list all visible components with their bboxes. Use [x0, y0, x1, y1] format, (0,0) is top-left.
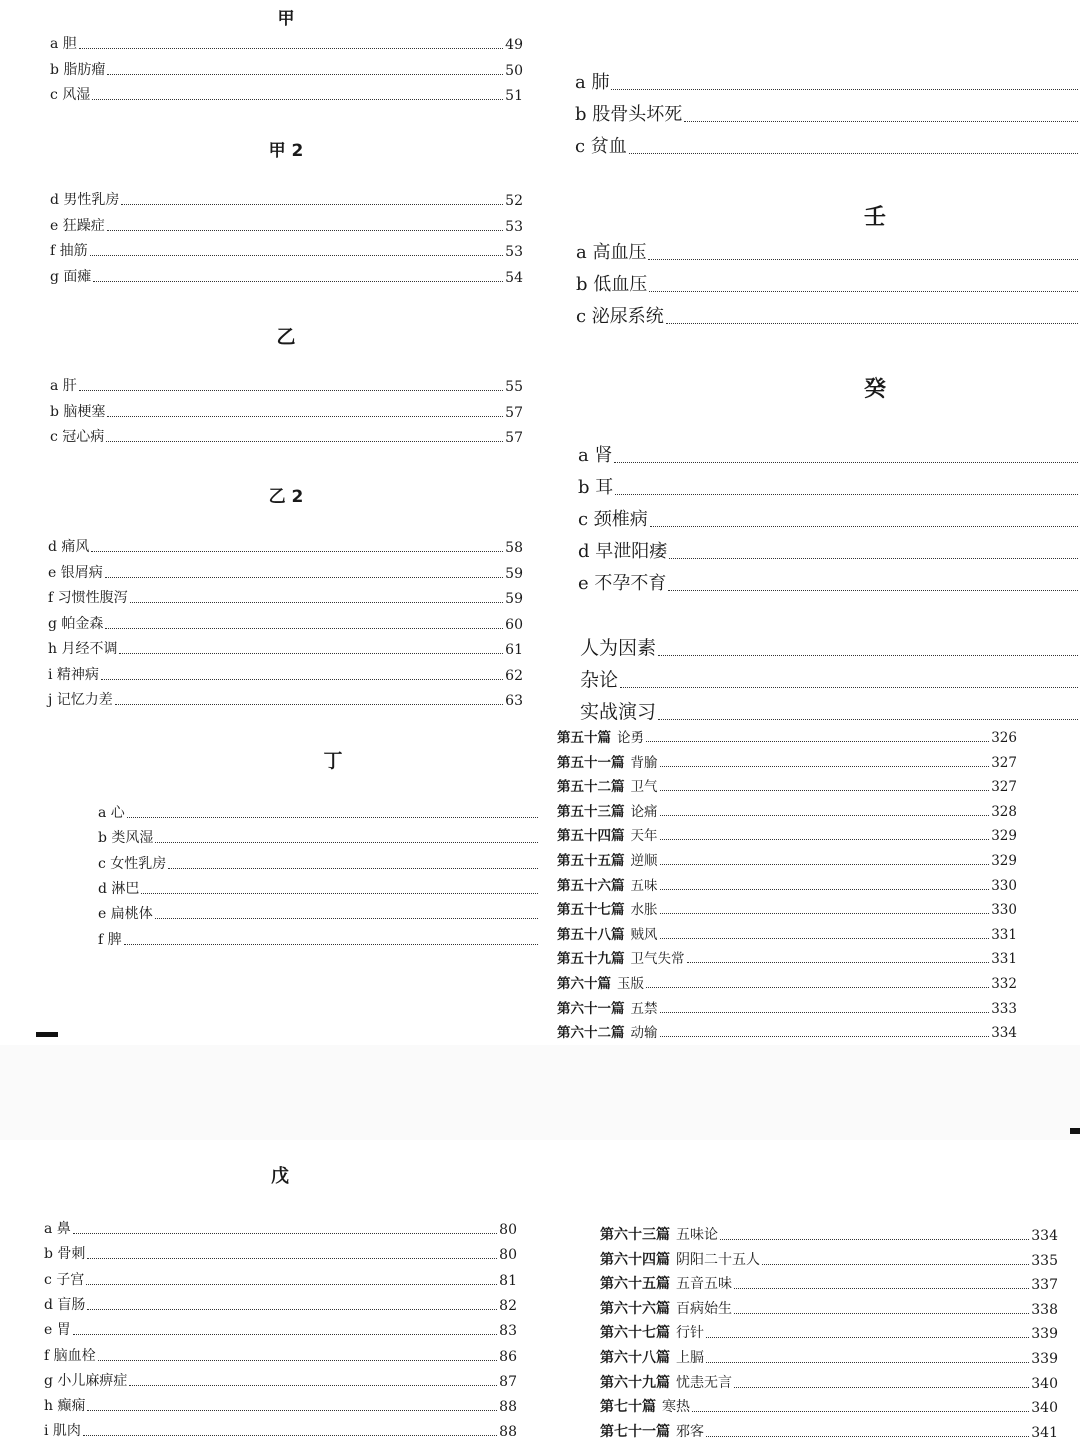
toc-entry [48, 587, 523, 607]
entry-label: d 男性乳房 [50, 192, 120, 208]
chapter-number: 第七十一篇 [600, 1423, 670, 1440]
page-number: 330 [991, 877, 1017, 894]
toc-entry [578, 569, 1080, 595]
toc-entry [50, 84, 523, 104]
entry-label: b 脑梗塞 [50, 403, 106, 420]
chapter-number: 第六十九篇 [600, 1374, 670, 1391]
toc-entry [557, 849, 1017, 869]
entry-label: a 高血压 [576, 242, 647, 263]
toc-entry [600, 1372, 1058, 1392]
dot-leader [141, 893, 538, 894]
dot-leader [107, 230, 503, 231]
page-number: 340 [1031, 1400, 1058, 1417]
chapter-title: 卫气失常 [630, 951, 685, 968]
toc-entry [557, 898, 1017, 918]
entry-label: 人为因素 [580, 637, 657, 659]
entry-label: f 抽筋 [50, 243, 88, 259]
page-number: 328 [991, 803, 1017, 820]
chapter-title: 行针 [676, 1325, 704, 1342]
toc-entry [557, 726, 1017, 746]
chapter-number: 第五十四篇 [557, 828, 625, 845]
dot-leader [107, 416, 503, 417]
dot-leader [115, 704, 503, 705]
scan-mark [1070, 1128, 1080, 1134]
toc-entry [575, 100, 1080, 126]
toc-entry [44, 1319, 517, 1339]
entry-label: b 耳 [578, 477, 614, 498]
page-number: 63 [505, 693, 523, 709]
toc-entry [557, 800, 1017, 820]
toc-entry [50, 375, 523, 395]
page-number: 57 [505, 430, 523, 446]
dot-leader [668, 590, 1078, 591]
dot-leader [90, 255, 504, 256]
page-number: 51 [505, 88, 523, 104]
dot-leader [107, 74, 503, 75]
page-number: 337 [1031, 1277, 1058, 1294]
toc-entry [580, 697, 1080, 724]
page-number: 334 [991, 1025, 1017, 1042]
dot-leader [121, 204, 503, 205]
chapter-title: 水胀 [630, 902, 658, 919]
toc-entry [557, 1021, 1017, 1041]
entry-label: d 盲肠 [44, 1296, 86, 1313]
entry-label: b 脂肪瘤 [50, 61, 106, 78]
page-number: 59 [505, 565, 523, 582]
entry-label: e 狂躁症 [50, 217, 105, 234]
page-number: 88 [499, 1399, 517, 1416]
section-title-wu: 戊 [271, 1166, 289, 1187]
dot-leader [660, 864, 990, 865]
dot-leader [79, 48, 503, 49]
chapter-title: 逆顺 [630, 853, 658, 869]
entry-label: f 脑血栓 [44, 1347, 96, 1364]
toc-entry [50, 189, 523, 209]
dot-leader [684, 121, 1078, 122]
page-number: 327 [991, 779, 1017, 796]
dot-leader [629, 153, 1078, 154]
page-number: 88 [499, 1424, 517, 1440]
entry-label: b 低血压 [576, 274, 648, 295]
toc-entry [44, 1370, 517, 1390]
dot-leader [73, 1233, 497, 1234]
dot-leader [83, 1435, 497, 1436]
page-number: 329 [991, 828, 1017, 845]
chapter-title: 五禁 [630, 1000, 658, 1017]
page-number: 333 [991, 1000, 1017, 1017]
entry-label: c 风湿 [50, 87, 91, 103]
dot-leader [669, 558, 1078, 559]
toc-entry [48, 689, 523, 709]
dot-leader [706, 1436, 1029, 1437]
entry-label: f 脾 [98, 931, 122, 948]
entry-label: c 冠心病 [50, 429, 105, 445]
entry-label: g 面瘫 [50, 268, 92, 285]
page-number: 82 [499, 1297, 517, 1314]
section-title-yi-2: 乙 2 [268, 487, 304, 507]
toc-entry [44, 1243, 517, 1263]
dot-leader [129, 1385, 497, 1386]
entry-label: g 帕金森 [48, 615, 104, 632]
toc-entry [50, 33, 523, 53]
toc-entry [600, 1224, 1058, 1244]
entry-label: h 月经不调 [48, 641, 118, 657]
chapter-number: 第五十篇 [557, 730, 611, 746]
chapter-number: 第六十七篇 [600, 1325, 670, 1342]
page-number: 80 [499, 1222, 517, 1238]
section-title-ren: 壬 [863, 205, 886, 230]
dot-leader [650, 526, 1078, 527]
toc-entry [44, 1294, 517, 1314]
toc-entry [48, 613, 523, 633]
toc-entry [44, 1218, 517, 1238]
toc-entry [50, 426, 523, 446]
toc-entry [44, 1345, 517, 1365]
dot-leader [124, 944, 538, 945]
dot-leader [660, 1036, 990, 1037]
toc-entry [48, 664, 523, 684]
chapter-title: 忧恚无言 [676, 1374, 732, 1391]
toc-entry [557, 874, 1017, 894]
entry-label: c 贫血 [575, 136, 627, 157]
chapter-title: 五味 [630, 877, 658, 894]
dot-leader [646, 741, 989, 742]
toc-entry [557, 947, 1017, 967]
toc-entry [50, 215, 523, 235]
entry-label: e 银屑病 [48, 564, 103, 581]
page-number: 57 [505, 404, 523, 421]
chapter-number: 第五十五篇 [557, 853, 625, 869]
chapter-number: 第五十九篇 [557, 951, 625, 968]
toc-entry [557, 923, 1017, 943]
dot-leader [658, 719, 1078, 720]
entry-label: i 肌肉 [44, 1423, 81, 1440]
entry-label: f 习惯性腹泻 [48, 590, 128, 606]
chapter-number: 第六十三篇 [600, 1227, 670, 1243]
page-number: 87 [499, 1373, 517, 1390]
toc-entry [48, 638, 523, 658]
toc-entry [600, 1249, 1058, 1269]
chapter-title: 玉版 [617, 976, 644, 992]
page-number: 327 [991, 754, 1017, 771]
chapter-number: 第七十篇 [600, 1399, 656, 1416]
toc-entry [580, 633, 1080, 660]
dot-leader [168, 868, 538, 869]
entry-label: c 颈椎病 [578, 509, 648, 530]
dot-leader [734, 1288, 1029, 1289]
dot-leader [762, 1264, 1029, 1265]
toc-entry [557, 751, 1017, 771]
dot-leader [87, 1258, 497, 1259]
page-number: 61 [505, 642, 523, 658]
dot-leader [648, 259, 1078, 260]
entry-label: e 扁桃体 [98, 906, 153, 923]
toc-entry [98, 827, 540, 847]
toc-entry [600, 1298, 1058, 1318]
chapter-number: 第五十七篇 [557, 902, 625, 919]
toc-entry [578, 537, 1080, 563]
toc-entry [44, 1269, 517, 1289]
entry-label: d 痛风 [48, 539, 90, 555]
page-number: 331 [991, 926, 1017, 943]
chapter-number: 第六十篇 [557, 976, 611, 992]
dot-leader [706, 1337, 1029, 1338]
dot-leader [98, 1360, 498, 1361]
chapter-number: 第五十二篇 [557, 779, 625, 796]
dot-leader [660, 938, 990, 939]
chapter-title: 贼风 [630, 926, 658, 943]
entry-label: d 早泄阳痿 [578, 541, 668, 562]
chapter-title: 论痛 [630, 803, 658, 820]
dot-leader [86, 1284, 497, 1285]
section-title-yi: 乙 [276, 326, 296, 348]
dot-leader [155, 842, 538, 843]
page-number: 83 [499, 1323, 517, 1340]
entry-label: g 小儿麻痹症 [44, 1372, 128, 1389]
section-title-jia-2: 甲 2 [268, 141, 304, 161]
entry-label: a 肝 [50, 378, 77, 394]
chapter-title: 寒热 [662, 1399, 690, 1416]
toc-entry [50, 59, 523, 79]
chapter-title: 天年 [630, 828, 658, 845]
entry-label: c 子宫 [44, 1271, 85, 1288]
page-number: 331 [991, 951, 1017, 968]
toc-entry [98, 929, 540, 949]
page-number: 59 [505, 591, 523, 607]
page-number: 54 [505, 269, 523, 286]
toc-entry [578, 473, 1080, 499]
dot-leader [692, 1411, 1029, 1412]
chapter-number: 第五十六篇 [557, 877, 625, 894]
chapter-title: 卫气 [630, 779, 658, 796]
toc-entry [98, 853, 540, 873]
entry-label: a 心 [98, 805, 125, 821]
chapter-title: 背腧 [630, 754, 658, 771]
dot-leader [658, 655, 1078, 656]
page-number: 49 [505, 37, 523, 53]
page-number: 80 [499, 1247, 517, 1264]
page-number: 62 [505, 667, 523, 684]
entry-label: c 泌尿系统 [576, 306, 664, 327]
toc-panel-bottom-right [540, 1140, 1080, 1440]
entry-label: a 鼻 [44, 1221, 71, 1237]
dot-leader [101, 679, 503, 680]
chapter-number: 第五十一篇 [557, 754, 625, 771]
toc-panel-bottom-left [0, 1140, 540, 1440]
entry-label: h 癫痫 [44, 1398, 86, 1415]
dot-leader [119, 653, 503, 654]
toc-entry [557, 775, 1017, 795]
section-title-ding: 丁 [323, 750, 343, 772]
toc-entry [50, 266, 523, 286]
dot-leader [105, 577, 503, 578]
dot-leader [105, 628, 503, 629]
entry-label: e 不孕不育 [578, 573, 667, 594]
dot-leader [615, 494, 1078, 495]
dot-leader [666, 323, 1078, 324]
page-number: 52 [505, 193, 523, 209]
toc-entry [50, 240, 523, 260]
toc-entry [576, 302, 1080, 328]
chapter-title: 邪客 [676, 1423, 704, 1440]
chapter-title: 动输 [630, 1025, 658, 1042]
entry-label: a 肾 [578, 445, 613, 466]
entry-label: c 女性乳房 [98, 855, 167, 872]
toc-entry [48, 562, 523, 582]
dot-leader [706, 1362, 1029, 1363]
dot-leader [611, 89, 1078, 90]
toc-entry [576, 270, 1080, 296]
dot-leader [660, 839, 990, 840]
toc-entry [600, 1347, 1058, 1367]
dot-leader [660, 766, 990, 767]
page-number: 53 [505, 244, 523, 260]
dot-leader [660, 889, 990, 890]
page-number: 340 [1031, 1375, 1058, 1392]
chapter-title: 阴阳二十五人 [676, 1251, 760, 1268]
page-number: 332 [991, 976, 1017, 992]
chapter-title: 百病始生 [676, 1300, 732, 1317]
toc-entry [600, 1421, 1058, 1440]
toc-panel-top-right [540, 0, 1080, 1045]
dot-leader [93, 281, 503, 282]
entry-label: 实战演习 [580, 701, 657, 723]
entry-label: b 类风湿 [98, 830, 154, 847]
dot-leader [87, 1309, 497, 1310]
dot-leader [155, 918, 538, 919]
toc-entry [575, 132, 1080, 158]
dot-leader [660, 790, 990, 791]
toc-entry [600, 1322, 1058, 1342]
page-number: 334 [1031, 1228, 1058, 1244]
chapter-number: 第五十八篇 [557, 926, 625, 943]
page-number: 339 [1031, 1351, 1058, 1367]
dot-leader [87, 1410, 497, 1411]
chapter-title: 五音五味 [676, 1276, 732, 1293]
dot-leader [91, 551, 503, 552]
page-number: 338 [1031, 1301, 1058, 1318]
page-number: 339 [1031, 1326, 1058, 1343]
toc-entry [578, 441, 1080, 467]
toc-entry [98, 878, 540, 898]
dot-leader [73, 1334, 497, 1335]
dot-leader [106, 441, 503, 442]
scan-mark [36, 1032, 58, 1037]
chapter-title: 论勇 [617, 730, 644, 746]
toc-entry [578, 505, 1080, 531]
dot-leader [620, 687, 1078, 688]
dot-leader [127, 817, 538, 818]
chapter-number: 第六十一篇 [557, 1000, 625, 1017]
page-number: 330 [991, 902, 1017, 919]
entry-label: d 淋巴 [98, 880, 140, 897]
chapter-title: 上膈 [676, 1350, 704, 1366]
toc-entry [98, 802, 540, 822]
toc-entry [557, 972, 1017, 992]
toc-entry [575, 68, 1080, 94]
chapter-number: 第五十三篇 [557, 803, 625, 820]
dot-leader [649, 291, 1078, 292]
entry-label: b 股骨头坏死 [575, 104, 683, 125]
toc-entry [580, 665, 1080, 692]
dot-leader [660, 815, 990, 816]
dot-leader [734, 1313, 1029, 1314]
toc-panel-top-left [0, 0, 540, 1045]
page-number: 81 [499, 1272, 517, 1289]
section-title-gui: 癸 [863, 377, 886, 402]
dot-leader [614, 462, 1078, 463]
page-number: 335 [1031, 1252, 1058, 1269]
page-number: 55 [505, 379, 523, 395]
entry-label: i 精神病 [48, 666, 99, 683]
entry-label: b 骨刺 [44, 1246, 86, 1263]
page-number: 50 [505, 62, 523, 79]
entry-label: e 胃 [44, 1322, 71, 1339]
entry-label: j 记忆力差 [48, 692, 113, 708]
chapter-number: 第六十四篇 [600, 1251, 670, 1268]
toc-entry [600, 1273, 1058, 1293]
entry-label: 杂论 [580, 669, 619, 691]
dot-leader [130, 602, 504, 603]
section-title-jia: 甲 [277, 9, 295, 29]
page-gap [0, 1045, 1080, 1140]
page-number: 341 [1031, 1424, 1058, 1440]
page-number: 329 [991, 853, 1017, 869]
toc-entry [44, 1420, 517, 1440]
chapter-number: 第六十八篇 [600, 1350, 670, 1366]
page-number: 326 [991, 730, 1017, 746]
page-number: 86 [499, 1348, 517, 1365]
dot-leader [92, 99, 503, 100]
dot-leader [660, 913, 990, 914]
entry-label: a 胆 [50, 36, 77, 52]
dot-leader [687, 962, 990, 963]
page-number: 53 [505, 218, 523, 235]
toc-entry [98, 903, 540, 923]
chapter-title: 五味论 [676, 1227, 718, 1243]
dot-leader [646, 987, 989, 988]
toc-entry [600, 1396, 1058, 1416]
chapter-number: 第六十二篇 [557, 1025, 625, 1042]
dot-leader [79, 390, 503, 391]
dot-leader [734, 1387, 1029, 1388]
toc-entry [50, 401, 523, 421]
dot-leader [720, 1239, 1029, 1240]
dot-leader [660, 1012, 990, 1013]
chapter-number: 第六十六篇 [600, 1300, 670, 1317]
page-number: 60 [505, 616, 523, 633]
toc-entry [557, 824, 1017, 844]
toc-entry [557, 997, 1017, 1017]
chapter-number: 第六十五篇 [600, 1276, 670, 1293]
page-number: 58 [505, 540, 523, 556]
toc-entry [48, 536, 523, 556]
entry-label: a 肺 [575, 72, 610, 93]
toc-entry [576, 238, 1080, 264]
toc-entry [44, 1395, 517, 1415]
